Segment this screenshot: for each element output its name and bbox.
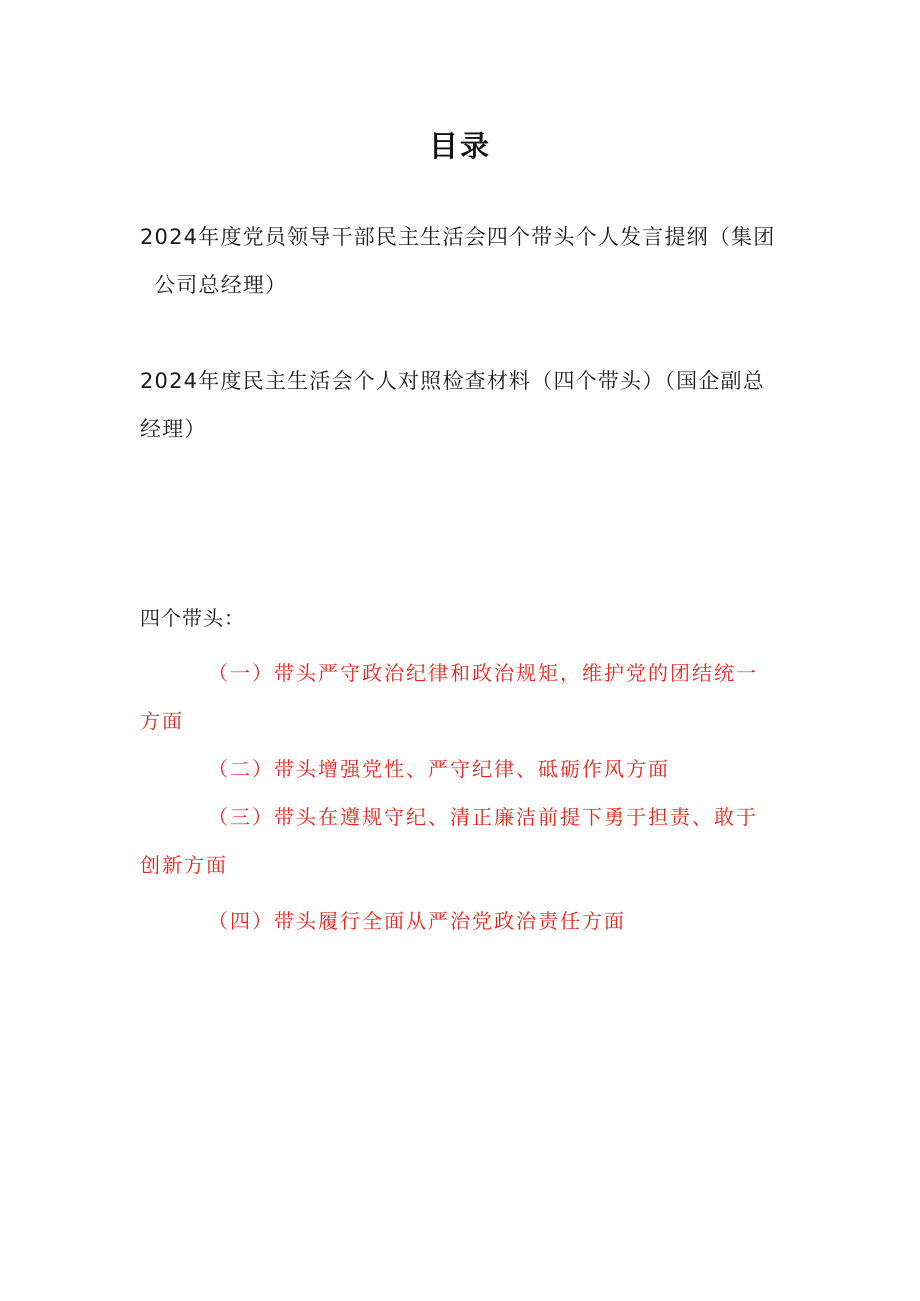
toc-entry [140,213,790,309]
toc-entry [140,357,790,453]
list-item-line: （四）带头履行全面从严治党政治责任方面 [208,909,626,933]
toc-entry-line: 公司总经理） [154,273,288,297]
page-title: 目录 [428,129,491,163]
toc-entry-line: 2024年度党员领导干部民主生活会四个带头个人发言提纲（集团 [140,225,776,249]
list-item [140,649,790,745]
list-item [140,745,790,793]
list-item-line: 方面 [140,709,184,733]
toc-entry-line: 经理） [140,417,207,441]
list-item-line: 创新方面 [140,853,228,877]
list-item [140,793,790,889]
toc-entry-line: 2024年度民主生活会个人对照检查材料（四个带头）（国企副总 [140,369,765,393]
section-heading: 四个带头： [140,606,245,630]
list-item-line: （一）带头严守政治纪律和政治规矩，维护党的团结统一 [208,661,758,685]
list-item-line: （三）带头在遵规守纪、清正廉洁前提下勇于担责、敢于 [208,805,758,829]
list-item [140,897,790,945]
list-item-line: （二）带头增强党性、严守纪律、砥砺作风方面 [208,757,670,781]
